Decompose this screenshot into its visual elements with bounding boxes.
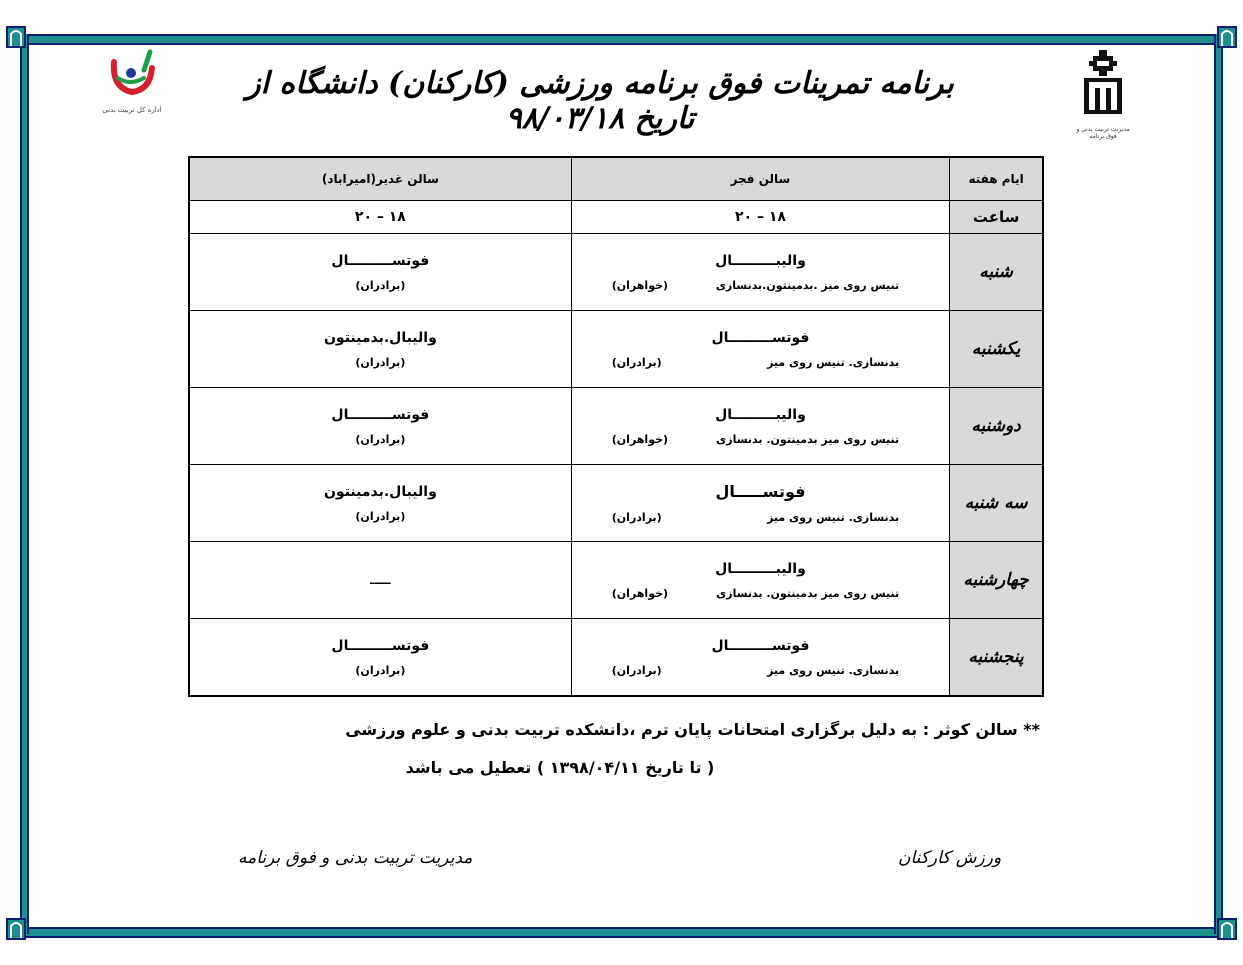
fajr-sub-activities: بدنسازی. تنیس روی میز	[767, 355, 900, 369]
fajr-hours: ۱۸ – ۲۰	[571, 201, 949, 234]
fajr-sport: والیبـــــــــال	[715, 560, 806, 577]
table-row	[189, 388, 1043, 465]
ghadir-empty-dash: ـــــ	[370, 573, 391, 587]
day-name: شنبه	[979, 262, 1013, 282]
table-row	[189, 465, 1043, 542]
fajr-sub-activities: تنیس روی میز بدمینتون. بدنسازی	[716, 432, 900, 446]
ghadir-group: (برادران)	[355, 278, 406, 292]
ghadir-group: (برادران)	[355, 509, 406, 523]
table-header-row	[189, 157, 1043, 201]
fajr-cell	[571, 388, 949, 465]
fajr-sub-activities: تنیس روی میز بدمینتون. بدنسازی	[716, 586, 900, 600]
day-name: یکشنبه	[971, 339, 1021, 359]
table-row	[189, 311, 1043, 388]
fajr-cell	[571, 465, 949, 542]
fajr-cell	[571, 619, 949, 697]
logo-right-caption: مدیریت تربیت بدنی و فوق برنامه	[1076, 126, 1130, 140]
fajr-cell	[571, 542, 949, 619]
fajr-sub-activities: تنیس روی میز .بدمینتون.بدنسازی	[715, 278, 900, 292]
ghadir-sport: فوتســـــــــال	[331, 252, 430, 269]
frame-left-border	[20, 34, 29, 934]
fajr-sport: فوتســـــــــال	[711, 329, 810, 346]
ghadir-group: (برادران)	[355, 663, 406, 677]
fajr-group: (برادران)	[611, 511, 662, 524]
ghadir-cell	[189, 234, 571, 311]
physical-education-logo	[100, 48, 164, 124]
ghadir-cell	[189, 388, 571, 465]
fajr-sub-activities: بدنسازی. تنیس روی میز	[767, 663, 900, 677]
ghadir-sport: فوتســـــــــال	[331, 406, 430, 423]
corner-ornament-icon	[6, 918, 26, 940]
ghadir-cell	[189, 619, 571, 697]
frame-top-border	[20, 34, 1223, 45]
fajr-cell	[571, 311, 949, 388]
ghadir-sport: فوتســـــــــال	[331, 637, 430, 654]
hours-label: ساعت	[950, 201, 1043, 234]
ghadir-sport: والیبال.بدمینتون	[323, 329, 437, 346]
table-row	[189, 619, 1043, 697]
ghadir-cell	[189, 542, 571, 619]
header-fajr-hall: سالن فجر	[571, 157, 949, 201]
fajr-group: (برادران)	[611, 355, 662, 369]
closure-date-notice: ( تا تاریخ ۱۳۹۸/۰۴/۱۱ ) تعطیل می باشد	[405, 758, 715, 777]
ghadir-cell	[189, 311, 571, 388]
fajr-group: (خواهران)	[611, 586, 669, 600]
corner-ornament-icon	[1217, 26, 1237, 48]
fajr-sub-activities: بدنسازی. تنیس روی میز	[767, 511, 900, 524]
frame-bottom-border	[20, 927, 1223, 938]
corner-ornament-icon	[1217, 918, 1237, 940]
header-days: ایام هفته	[950, 157, 1043, 201]
fajr-group: (خواهران)	[611, 278, 669, 292]
page-title: برنامه تمرینات فوق برنامه ورزشی (کارکنان) دانشگاه از تاریخ ۹۸/۰۳/۱۸	[246, 66, 954, 136]
university-emblem-icon	[1078, 48, 1128, 120]
ghadir-sport: والیبال.بدمینتون	[323, 483, 437, 500]
fajr-sport: فوتســـــــــال	[711, 637, 810, 654]
schedule-table	[188, 156, 1044, 697]
university-logo	[1074, 48, 1132, 148]
signature-pe-management: مدیریت تربیت بدنی و فوق برنامه	[238, 848, 473, 868]
signature-staff-sports: ورزش کارکنان	[898, 848, 1002, 868]
frame-right-border	[1214, 34, 1223, 934]
ghadir-group: (برادران)	[355, 432, 406, 446]
hours-row	[189, 201, 1043, 234]
ghadir-group: (برادران)	[355, 355, 406, 369]
fajr-sport: فوتســـــال	[715, 482, 806, 501]
fajr-sport: والیبـــــــــال	[715, 252, 806, 269]
corner-ornament-icon	[6, 26, 26, 48]
table-row	[189, 234, 1043, 311]
day-name: چهارشنبه	[963, 570, 1029, 590]
logo-left-caption: اداره کل تربیت بدنی	[102, 106, 162, 114]
fajr-group: (خواهران)	[611, 432, 669, 446]
ghadir-hours: ۱۸ – ۲۰	[189, 201, 571, 234]
day-name: سه شنبه	[964, 493, 1028, 513]
ghadir-cell	[189, 465, 571, 542]
fajr-group: (برادران)	[611, 663, 662, 677]
fajr-cell	[571, 234, 949, 311]
day-name: دوشنبه	[971, 416, 1021, 436]
table-row	[189, 542, 1043, 619]
pe-logo-icon	[104, 48, 160, 100]
day-name: پنجشنبه	[968, 647, 1024, 667]
header-ghadir-hall: سالن غدیر(امیراباد)	[189, 157, 571, 201]
kowsar-hall-notice: ** سالن کوثر : به دلیل برگزاری امتحانات پایان ترم ،دانشکده تربیت بدنی و علوم ورزشی	[345, 720, 1040, 739]
fajr-sport: والیبـــــــــال	[715, 406, 806, 423]
